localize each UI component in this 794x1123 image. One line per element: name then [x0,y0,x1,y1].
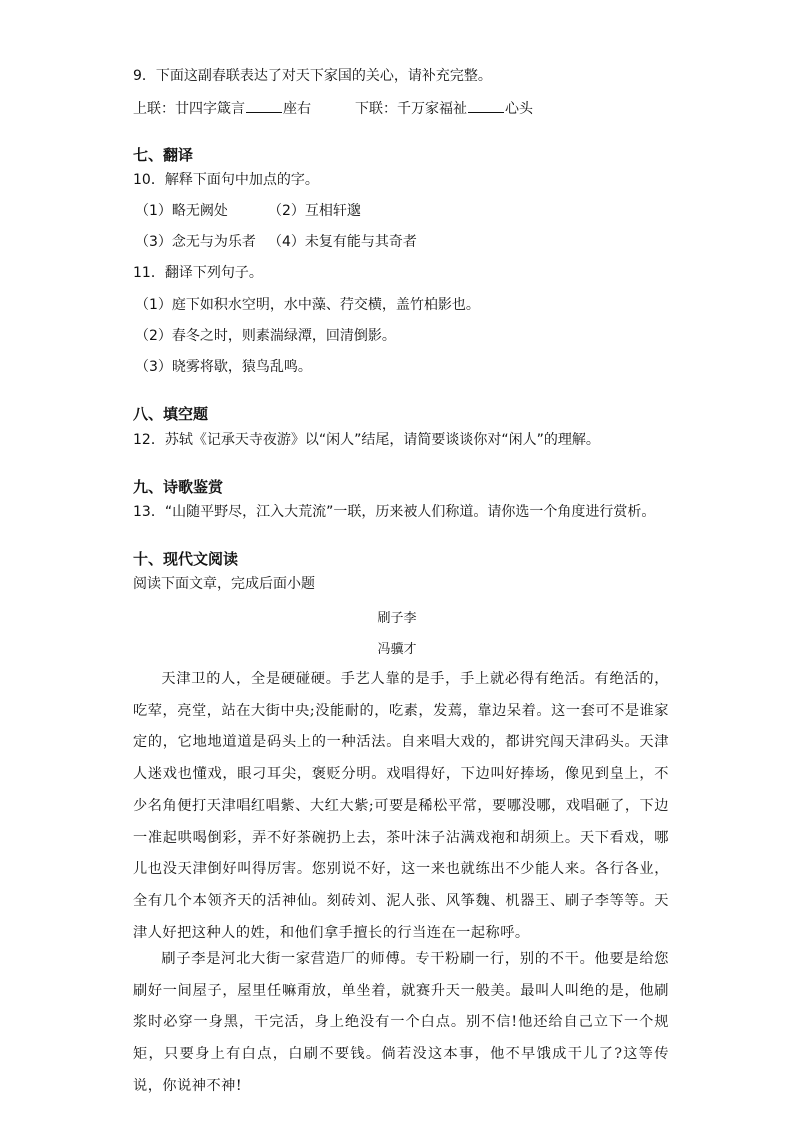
section-10-heading: 十、现代文阅读 [133,550,239,568]
question-13: 13．“山随平野尽，江入大荒流”一联，历来被人们称道。请你选一个角度进行赏析。 [133,504,656,520]
question-9: 9．下面这副春联表达了对天下家国的关心，请补充完整。 [133,68,492,84]
q11-item-1: （1）庭下如积水空明，水中藻、荇交横，盖竹柏影也。 [135,297,480,313]
section-8-heading: 八、填空题 [133,405,209,423]
question-12: 12．苏轼《记承天寺夜游》以“闲人”结尾，请简要谈谈你对“闲人”的理解。 [133,432,600,448]
article-author: 冯骥才 [377,642,417,657]
upper-couplet-label: 上联：廿四字箴言 [133,101,245,117]
section-7-heading: 七、翻译 [133,146,194,164]
q11-item-2: （2）春冬之时，则素湍绿潭，回清倒影。 [135,328,396,344]
upper-couplet-tail: 座右 [283,101,311,117]
question-11: 11．翻译下列句子。 [133,265,263,281]
q10-item-4: （4）未复有能与其奇者 [268,234,417,250]
lower-couplet-tail: 心头 [505,101,533,117]
q10-item-1: （1）略无阙处 [135,203,228,219]
q11-item-3: （3）晓雾将歇，猿鸟乱鸣。 [135,359,312,375]
upper-couplet-blank[interactable] [246,98,282,113]
couplet-line [133,98,533,119]
q10-item-3: （3）念无与为乐者 [135,234,256,250]
lower-couplet-blank[interactable] [468,98,504,113]
q10-item-2: （2）互相轩邈 [268,203,361,219]
question-10: 10．解释下面句中加点的字。 [133,172,319,188]
lower-couplet-label: 下联：千万家福祉 [355,101,467,117]
section-9-heading: 九、诗歌鉴赏 [133,478,224,496]
article-paragraph-1: 天津卫的人，全是硬碰硬。手艺人靠的是手，手上就必得有绝活。有绝活的，吃荤，亮堂，站在大街中央;没能耐的，吃素，发蔫，靠边呆着。这一套可不是谁家定的，它地地道道是码头上的一种活法。自来唱大戏的，都讲究闯天津码头。天津人迷戏也懂戏，眼刁耳尖，褒贬分明。戏唱得好，下边叫好捧场，像见到皇上，不少名角便打天津唱红唱紫、大红大紫;可要是稀松平常，要哪没哪，戏唱砸了，下边一准起哄喝倒彩，弄不好茶碗扔上去，茶叶沫子沾满戏袍和胡须上。天下看戏，哪儿也没天津倒好叫得厉害。您别说不好，这一来也就练出不少能人来。各行各业，全有几个本领齐天的活神仙。刻砖刘、泥人张、风筝魏、机器王、刷子李等等。天津人好把这种人的姓，和他们拿手擅长的行当连在一起称呼。 [133,671,669,941]
article-title: 刷子李 [377,611,417,626]
reading-intro: 阅读下面文章，完成后面小题 [133,576,315,592]
article-paragraph-2: 刷子李是河北大街一家营造厂的师傅。专干粉刷一行，别的不干。他要是给您刷好一间屋子，屋里任嘛甭放，单坐着，就赛升天一般美。最叫人叫绝的是，他刷浆时必穿一身黑，干完活，身上绝没有一个白点。别不信!他还给自己立下一个规矩，只要身上有白点，白刷不要钱。倘若没这本事，他不早饿成干儿了?这等传说，你说神不神! [133,951,669,1094]
